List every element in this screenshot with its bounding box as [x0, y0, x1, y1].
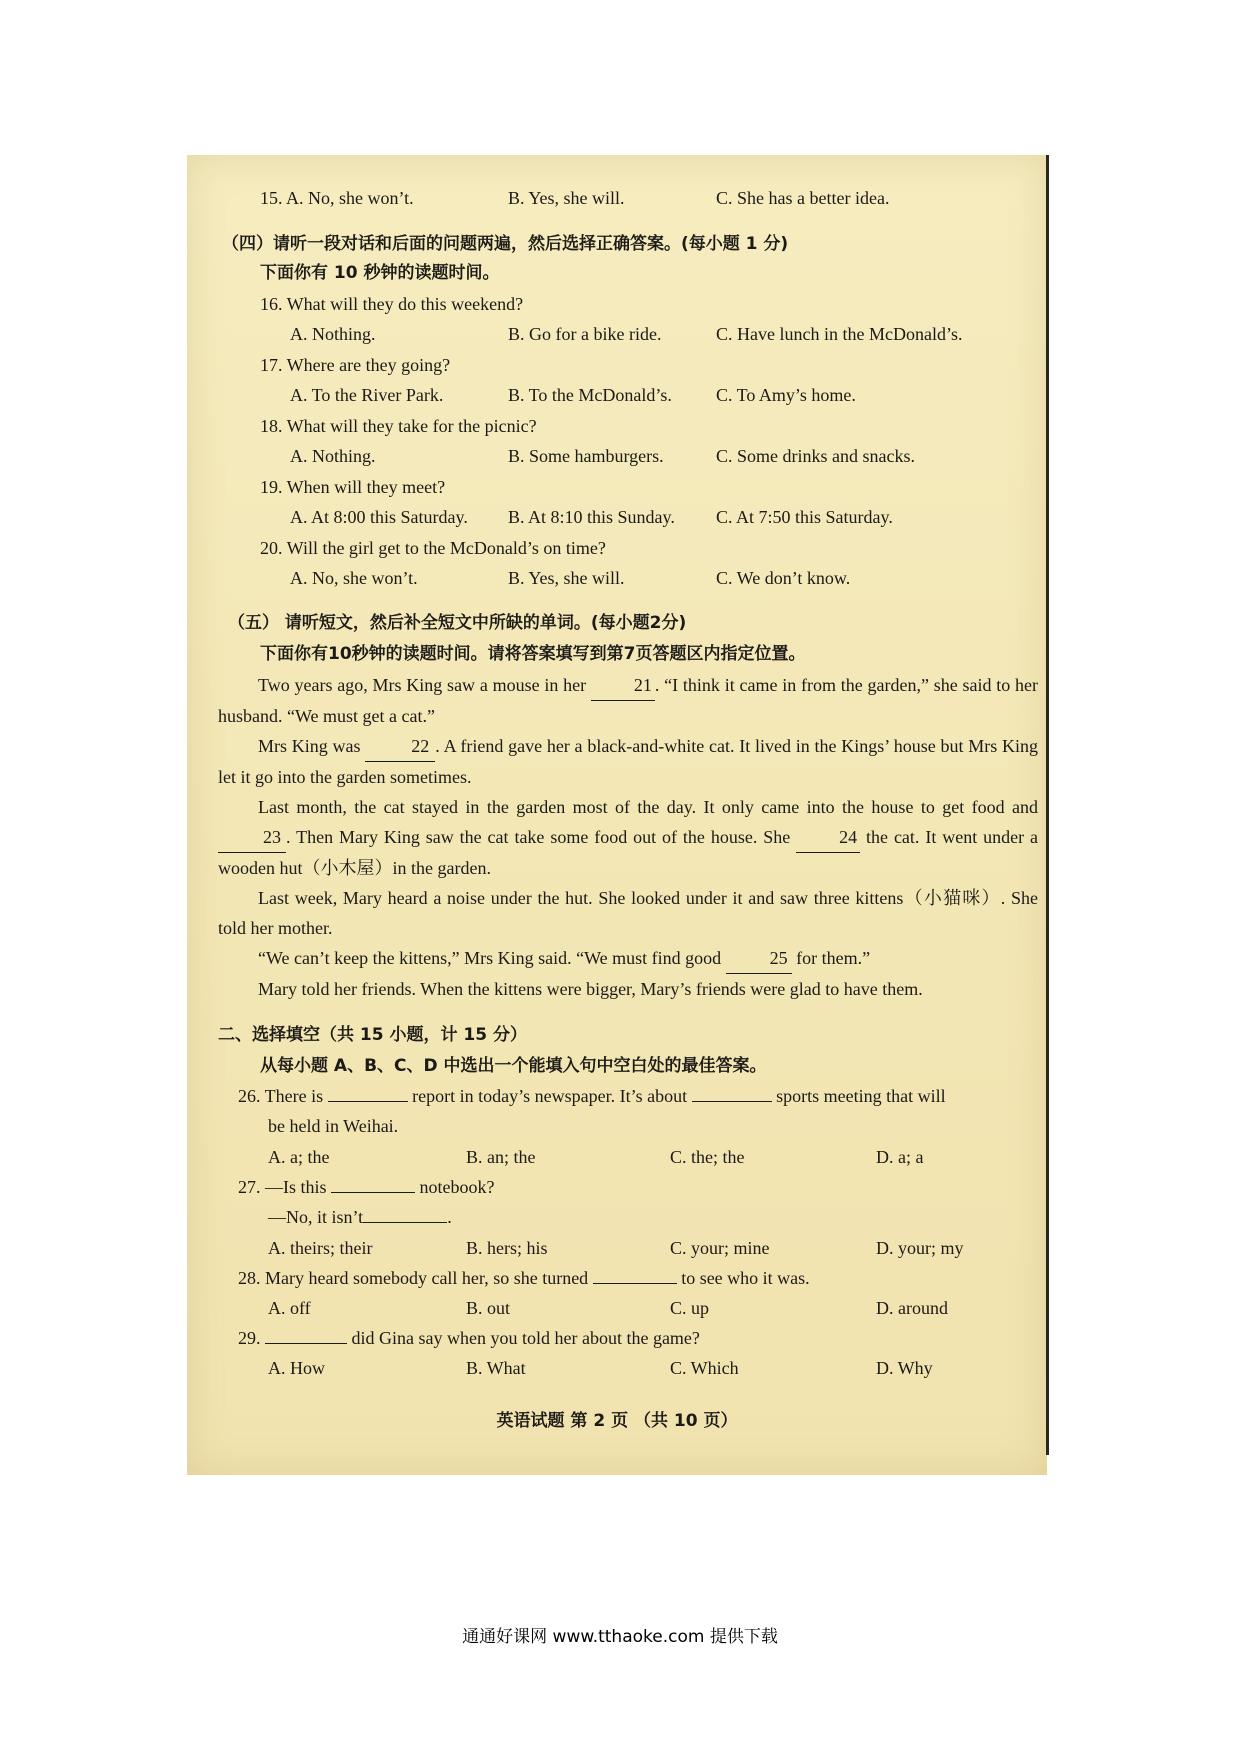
q26-text: sports meeting that will [776, 1086, 946, 1106]
paper-edge-shadow [1046, 155, 1049, 1455]
part2-title: 二、选择填空（共 15 小题，计 15 分） [218, 1025, 527, 1045]
q18-option-c: C. Some drinks and snacks. [716, 446, 915, 466]
q27-text: 27. —Is this [238, 1177, 327, 1197]
q29-blank [265, 1343, 347, 1344]
page-number-footer: 英语试题 第 2 页 （共 10 页） [496, 1411, 738, 1431]
passage-text: the cat. It went under a wooden hut（小木屋）in the garden. [218, 827, 1038, 878]
passage [218, 670, 1038, 1004]
q20-question: 20. Will the girl get to the McDonald’s on time? [260, 538, 606, 558]
section5-title: （五） 请听短文，然后补全短文中所缺的单词。(每小题2分) [228, 613, 687, 633]
q26-question-cont: be held in Weihai. [268, 1116, 399, 1136]
blank-25: 25 [726, 943, 792, 974]
q20-option-b: B. Yes, she will. [508, 568, 625, 588]
q28-option-d: D. around [876, 1298, 948, 1318]
q17-option-c: C. To Amy’s home. [716, 385, 856, 405]
q28-blank [593, 1283, 677, 1284]
blank-21: 21 [591, 670, 655, 701]
blank-22: 22 [365, 731, 435, 762]
q15-option-b: B. Yes, she will. [508, 188, 625, 208]
passage-text: . A friend gave her a black-and-white cat. It lived in the Kings’ house but Mrs King let it go into the garden sometimes. [218, 736, 1039, 787]
q28-text: to see who it was. [681, 1268, 810, 1288]
passage-paragraph-2 [218, 731, 1038, 792]
q18-option-b: B. Some hamburgers. [508, 446, 664, 466]
blank-23: 23 [218, 822, 286, 853]
q27-text: notebook? [419, 1177, 495, 1197]
q27-blank-2 [363, 1222, 447, 1223]
passage-paragraph-1 [218, 670, 1038, 731]
q26-option-d: D. a; a [876, 1147, 924, 1167]
q28-option-a: A. off [268, 1298, 311, 1318]
q28-option-b: B. out [466, 1298, 511, 1318]
q16-option-a: A. Nothing. [290, 324, 376, 344]
passage-text: . Then Mary King saw the cat take some food out of the house. She [286, 827, 791, 847]
q27-option-d: D. your; my [876, 1238, 964, 1258]
q26-text: report in today’s newspaper. It’s about [412, 1086, 688, 1106]
q29-option-b: B. What [466, 1358, 526, 1378]
passage-text: . “I think it came in from the garden,” she said to her husband. “We must get a cat.” [218, 675, 1039, 726]
q15-option-a: 15. A. No, she won’t. [260, 188, 414, 208]
q26-text: 26. There is [238, 1086, 324, 1106]
q27-option-a: A. theirs; their [268, 1238, 373, 1258]
q28-text: 28. Mary heard somebody call her, so she turned [238, 1268, 589, 1288]
q27-option-c: C. your; mine [670, 1238, 770, 1258]
q29-text: did Gina say when you told her about the game? [351, 1328, 700, 1348]
passage-paragraph-3 [218, 792, 1038, 883]
q27-response [268, 1206, 452, 1228]
passage-text: Two years ago, Mrs King saw a mouse in her [258, 675, 587, 695]
q26-blank-2 [692, 1101, 772, 1102]
q27-question [238, 1176, 495, 1198]
q29-option-d: D. Why [876, 1358, 933, 1378]
q26-option-c: C. the; the [670, 1147, 745, 1167]
q26-option-b: B. an; the [466, 1147, 536, 1167]
passage-text: for them.” [796, 948, 871, 968]
blank-24: 24 [796, 822, 860, 853]
q16-question: 16. What will they do this weekend? [260, 294, 524, 314]
q19-option-b: B. At 8:10 this Sunday. [508, 507, 675, 527]
q16-option-c: C. Have lunch in the McDonald’s. [716, 324, 963, 344]
q18-option-a: A. Nothing. [290, 446, 376, 466]
q19-option-a: A. At 8:00 this Saturday. [290, 507, 468, 527]
site-footer: 通通好课网 www.tthaoke.com 提供下载 [462, 1627, 778, 1647]
q29-option-a: A. How [268, 1358, 325, 1378]
q19-question: 19. When will they meet? [260, 477, 446, 497]
q20-option-a: A. No, she won’t. [290, 568, 418, 588]
q17-question: 17. Where are they going? [260, 355, 451, 375]
q17-option-b: B. To the McDonald’s. [508, 385, 672, 405]
passage-paragraph-5 [218, 943, 1038, 974]
q26-option-a: A. a; the [268, 1147, 330, 1167]
q15-option-c: C. She has a better idea. [716, 188, 890, 208]
q26-question [238, 1085, 946, 1107]
q20-option-c: C. We don’t know. [716, 568, 851, 588]
q16-option-b: B. Go for a bike ride. [508, 324, 662, 344]
part2-instructions: 从每小题 A、B、C、D 中选出一个能填入句中空白处的最佳答案。 [260, 1056, 767, 1076]
q27-blank-1 [331, 1192, 415, 1193]
section4-title: （四）请听一段对话和后面的问题两遍，然后选择正确答案。(每小题 1 分) [222, 234, 789, 254]
section4-time: 下面你有 10 秒钟的读题时间。 [260, 263, 500, 283]
passage-text: Mrs King was [258, 736, 361, 756]
q26-blank-1 [328, 1101, 408, 1102]
q18-question: 18. What will they take for the picnic? [260, 416, 537, 436]
q28-question [238, 1267, 810, 1289]
q29-question [238, 1327, 700, 1349]
q27-text: —No, it isn’t [268, 1207, 364, 1227]
passage-text: “We can’t keep the kittens,” Mrs King said. “We must find good [258, 948, 722, 968]
q17-option-a: A. To the River Park. [290, 385, 444, 405]
q19-option-c: C. At 7:50 this Saturday. [716, 507, 893, 527]
passage-paragraph-6: Mary told her friends. When the kittens were bigger, Mary’s friends were glad to have them. [258, 979, 923, 999]
q27-text: . [447, 1207, 452, 1227]
passage-text: Last month, the cat stayed in the garden most of the day. It only came into the house to get food and [258, 797, 1038, 817]
passage-paragraph-4: Last week, Mary heard a noise under the hut. She looked under it and saw three kittens（小猫咪）. She told her mother. [218, 888, 1038, 938]
q28-option-c: C. up [670, 1298, 710, 1318]
q27-option-b: B. hers; his [466, 1238, 548, 1258]
q29-option-c: C. Which [670, 1358, 739, 1378]
section5-time: 下面你有10秒钟的读题时间。请将答案填写到第7页答题区内指定位置。 [260, 644, 806, 664]
q29-text: 29. [238, 1328, 261, 1348]
